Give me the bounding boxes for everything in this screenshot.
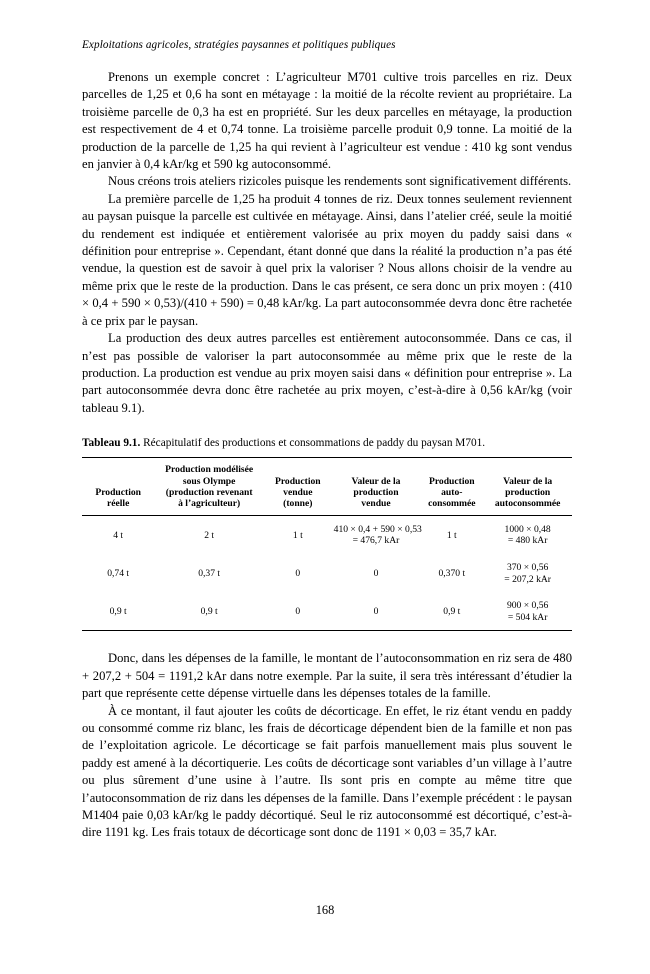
cell-line: 0,370 t <box>438 567 466 579</box>
body-paragraph: À ce montant, il faut ajouter les coûts de décorticage. En effet, le riz étant vendu en paddy ou consommé comme riz blanc, les frais de décorticage dépendent bien de la famille et non pas de l’exploitation agricole. Le décorticage se fait parfois manuellement mais plus souvent le paddy est amené à la décortiquerie. Les coûts de décorticage sont variables d’un village à l’autre ou plus sûrement d’une usine à l’autre. Ils sont pris en compte au même titre que l’autoconsommation de riz dans les dépenses de la famille. Dans l’exemple précédent : le paysan M1404 paie 0,03 kAr/kg le paddy décortiqué. Seul le riz autoconsommé est décortiqué, c’est-à-dire 1191 kg. Les frais totaux de décorticage sont donc de 1191 × 0,03 = 35,7 kAr. <box>82 703 572 840</box>
header-line: consommée <box>428 498 476 510</box>
table-cell <box>264 515 332 554</box>
cell-line: = 476,7 kAr <box>352 535 400 547</box>
table-cell <box>420 592 483 631</box>
body-paragraph: La production des deux autres parcelles est entièrement autoconsommée. Dans ce cas, il n’est pas possible de valoriser la part autoconsommée au même prix que le reste de la production. La production est vendue au prix moyen saisi dans « définition pour entreprise ». La part autoconsommée devra donc être rachetée au prix moyen, c’est-à-dire à 0,56 kAr/kg (voir tableau 9.1). <box>82 331 572 415</box>
table-header-row <box>82 458 572 516</box>
table-cell <box>483 554 572 592</box>
cell-line: 0,37 t <box>198 567 221 579</box>
table-cell <box>154 554 264 592</box>
table-cell <box>264 554 332 592</box>
body-paragraph: Nous créons trois ateliers rizicoles puisque les rendements sont significativement différents. <box>108 174 572 189</box>
body-paragraph: Prenons un exemple concret : L’agriculteur M701 cultive trois parcelles en riz. Deux parcelles de 1,25 et 0,6 ha sont en métayage : la moitié de la récolte revient au propriétaire. La troisième parcelle de 0,3 ha est en propriété. Sur les deux parcelles en métayage, la production est respectivement de 4 et 0,74 tonne. La troisième parcelle produit 0,9 tonne. La moitié de la production de la parcelle de 1,25 ha qui revient à l’agriculteur est vendue : 410 kg sont vendus en janvier à 0,4 kAr/kg et 590 kg autoconsommé. <box>82 70 572 172</box>
table-cell <box>154 592 264 631</box>
cell-line: 0 <box>295 605 301 617</box>
table-cell <box>82 592 154 631</box>
header-line: Production <box>274 475 321 487</box>
table-caption-text: Récapitulatif des productions et consommations de paddy du paysan M701. <box>143 437 486 450</box>
table-cell <box>483 592 572 631</box>
header-line: vendue <box>283 486 313 498</box>
cell-line: 1 t <box>446 529 457 541</box>
table-row <box>82 592 572 631</box>
column-header-production-reelle <box>82 458 154 516</box>
cell-line: 370 × 0,56 <box>506 561 549 573</box>
header-line: Production modélisée <box>165 464 254 476</box>
page-number: 168 <box>315 903 335 917</box>
table-cell <box>82 554 154 592</box>
paragraphs-before-table <box>82 69 572 417</box>
cell-line: 0,9 t <box>109 605 127 617</box>
column-header-valeur-production-vendue <box>332 458 421 516</box>
header-line: production <box>505 486 551 498</box>
paragraphs-after-table <box>82 650 572 841</box>
table-cell <box>483 515 572 554</box>
table-cell <box>420 515 483 554</box>
table-row <box>82 515 572 554</box>
column-header-valeur-production-autoconsommee <box>483 458 572 516</box>
cell-line: 1000 × 0,48 <box>504 523 551 535</box>
cell-line: = 504 kAr <box>507 611 548 623</box>
header-line: autoconsommée <box>494 498 561 510</box>
body-paragraph: Donc, dans les dépenses de la famille, le montant de l’autoconsommation en riz sera de 480 + 207,2 + 504 = 1191,2 kAr dans notre exemple. Par la suite, il sera très intéressant d’étudier la part que représente cette dépense virtuelle dans les dépenses totales de la famille. <box>82 651 572 701</box>
running-head: Exploitations agricoles, stratégies paysannes et politiques publiques <box>82 39 396 51</box>
cell-line: = 480 kAr <box>507 535 548 547</box>
header-line: Production <box>428 475 475 487</box>
table-cell <box>82 515 154 554</box>
cell-line: 0 <box>373 605 379 617</box>
header-line: (production revenant <box>165 486 253 498</box>
table-cell <box>264 592 332 631</box>
cell-line: 0,74 t <box>107 567 130 579</box>
table-block <box>82 436 572 631</box>
table-body <box>82 515 572 631</box>
table-cell <box>154 515 264 554</box>
table-cell <box>332 515 421 554</box>
cell-line: 0,9 t <box>443 605 461 617</box>
header-line: (tonne) <box>283 498 313 510</box>
table-cell <box>420 554 483 592</box>
cell-line: = 207,2 kAr <box>504 573 551 585</box>
cell-line: 0 <box>295 567 301 579</box>
header-line: Valeur de la <box>503 475 553 487</box>
body-paragraph: La première parcelle de 1,25 ha produit 4 tonnes de riz. Deux tonnes seulement reviennent au paysan puisque la parcelle est cultivée en métayage. Ainsi, dans l’atelier créé, seule la moitié du rendement est indiquée et entièrement valorisée au prix moyen du paddy saisi dans « définition pour entreprise ». Cependant, étant donné que dans la réalité la production n’a pas été vendue, la question est de savoir à quel prix la valoriser ? Nous allons choisir de la vendre au même prix que le reste de la production. Dans le cas présent, ce sera donc un prix moyen : (410 × 0,4 + 590 × 0,53)/(410 + 590) = 0,48 kAr/kg. La part autoconsommée devra donc être rachetée à ce prix par le paysan. <box>82 191 572 328</box>
table-row <box>82 554 572 592</box>
table-cell <box>332 554 421 592</box>
table-caption-label: Tableau 9.1. <box>82 437 141 450</box>
header-line: Production <box>95 486 141 498</box>
table-head <box>82 458 572 516</box>
header-line: vendue <box>361 498 391 510</box>
column-header-production-modelisee <box>154 458 264 516</box>
cell-line: 0,9 t <box>200 605 218 617</box>
cell-line: 0 <box>373 567 379 579</box>
cell-line: 4 t <box>113 529 124 541</box>
header-line: auto- <box>441 486 463 498</box>
cell-line: 1 t <box>292 529 303 541</box>
header-line: sous Olympe <box>182 475 236 487</box>
header-line: à l’agriculteur) <box>178 498 241 510</box>
table-cell <box>332 592 421 631</box>
column-header-production-autoconsommee <box>420 458 483 516</box>
cell-line: 2 t <box>204 529 215 541</box>
column-header-production-vendue <box>264 458 332 516</box>
cell-line: 900 × 0,56 <box>506 600 549 612</box>
header-line: production <box>353 486 399 498</box>
page-content <box>82 0 572 842</box>
table-caption <box>82 436 572 450</box>
paddy-summary-table <box>82 457 572 631</box>
header-line: réelle <box>106 498 130 510</box>
header-line: Valeur de la <box>351 475 401 487</box>
cell-line: 410 × 0,4 + 590 × 0,53 <box>333 523 422 535</box>
